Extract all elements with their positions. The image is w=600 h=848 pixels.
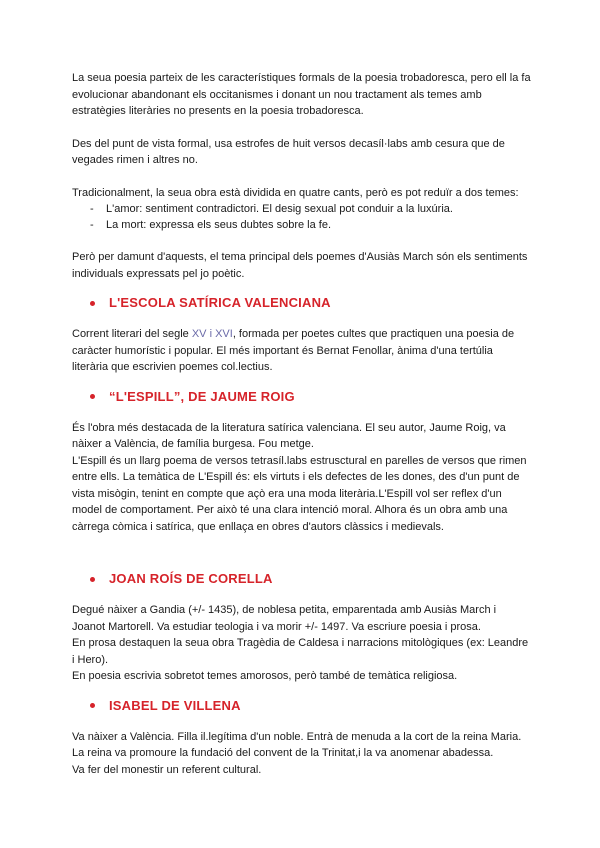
heading-corella-wrap bbox=[72, 570, 532, 588]
heading-villena-wrap bbox=[72, 697, 532, 715]
heading-corella bbox=[72, 570, 532, 588]
espill-paragraph-1: És l'obra més destacada de la literatura satírica valenciana. El seu autor, Jaume Roig, va nàixer a València, de família burgesa. Fou metge. bbox=[72, 421, 506, 450]
heading-espill-text: “L'ESPILL”, DE JAUME ROIG bbox=[109, 388, 295, 404]
satirica-century: XV i XVI bbox=[191, 328, 233, 340]
espill-paragraph-2: L'Espill és un llarg poema de versos tetrasíl.labs estrusctural en parelles de versos que rimen entre ells. La temàtica de L'Espill és: els virtuts i els defectes de les dones, des d'un punt de vista misògin, tenint en compte que açò era una moda literària.L'Espill vol ser reflex d'un model de comportament. Per això té una clara intenció moral. Alhora és un obra amb una càrrega còmica i satírica, que enllaça en obres d'autors clàssics i medievals. bbox=[72, 454, 527, 533]
bullet-icon bbox=[90, 703, 95, 708]
satirica-text-start: Corrent literari del segle bbox=[72, 328, 192, 340]
villena-paragraph-2: La reina va promoure la fundació del convent de la Trinitat,i la va anomenar abadessa. bbox=[72, 747, 494, 759]
intro-paragraph-1: La seua poesia parteix de les característiques formals de la poesia trobadoresca, pero ell la fa evolucionar abandonant els occitanismes i donant un nou tractament als temes amb estratègies literàries no presents en la poesia trobadoresca. bbox=[72, 72, 531, 117]
list-item: - L'amor: sentiment contradictori. El desig sexual pot conduir a la luxúria. bbox=[72, 201, 532, 217]
intro-paragraph-4: Però per damunt d'aquests, el tema principal dels poemes d'Ausiàs March són els sentiments individuals expressats pel jo poètic. bbox=[72, 251, 528, 280]
villena-paragraph-1: Va nàixer a València. Filla il.legítima d'un noble. Entrà de menuda a la cort de la reina Maria. bbox=[72, 730, 522, 743]
themes-list bbox=[72, 201, 532, 233]
heading-satirica-wrap bbox=[72, 294, 532, 312]
bullet-icon bbox=[90, 577, 95, 582]
document-page bbox=[72, 70, 532, 778]
satirica-text-end: , formada per poetes cultes que practiquen una poesia de caràcter humorístic i popular. El més important és Bernat Fenollar, ànima d'una tertúlia literària que escrivien poemes col.lectius. bbox=[72, 328, 515, 373]
heading-espill-wrap bbox=[72, 388, 532, 406]
corella-paragraph-3: En poesia escrivia sobretot temes amorosos, però també de temàtica religiosa. bbox=[72, 670, 458, 682]
intro-paragraph-3: Tradicionalment, la seua obra està dividida en quatre cants, però es pot reduïr a dos temes: bbox=[72, 186, 519, 199]
villena-paragraph-3: Va fer del monestir un referent cultural. bbox=[72, 763, 262, 776]
heading-espill bbox=[72, 388, 532, 406]
heading-villena bbox=[72, 697, 532, 715]
heading-corella-text: JOAN ROÍS DE CORELLA bbox=[109, 571, 273, 586]
list-item: - La mort: expressa els seus dubtes sobre la fe. bbox=[72, 217, 532, 233]
heading-satirica bbox=[72, 294, 532, 312]
heading-satirica-text: L'ESCOLA SATÍRICA VALENCIANA bbox=[109, 295, 331, 310]
corella-paragraph-1: Degué nàixer a Gandia (+/- 1435), de noblesa petita, emparentada amb Ausiàs March i Joanot Martorell. Va estudiar teologia i va morir +/- 1497. Va escriure poesia i prosa. bbox=[72, 604, 497, 633]
bullet-icon bbox=[90, 301, 95, 306]
corella-paragraph-2: En prosa destaquen la seua obra Tragèdia de Caldesa i narracions mitològiques (ex: Leandre i Hero). bbox=[72, 637, 529, 666]
intro-paragraph-2: Des del punt de vista formal, usa estrofes de huit versos decasíl·labs amb cesura que de vegades rimen i altres no. bbox=[72, 137, 505, 166]
heading-villena-text: ISABEL DE VILLENA bbox=[109, 697, 241, 713]
bullet-icon bbox=[90, 394, 95, 399]
satirica-paragraph bbox=[72, 326, 532, 376]
